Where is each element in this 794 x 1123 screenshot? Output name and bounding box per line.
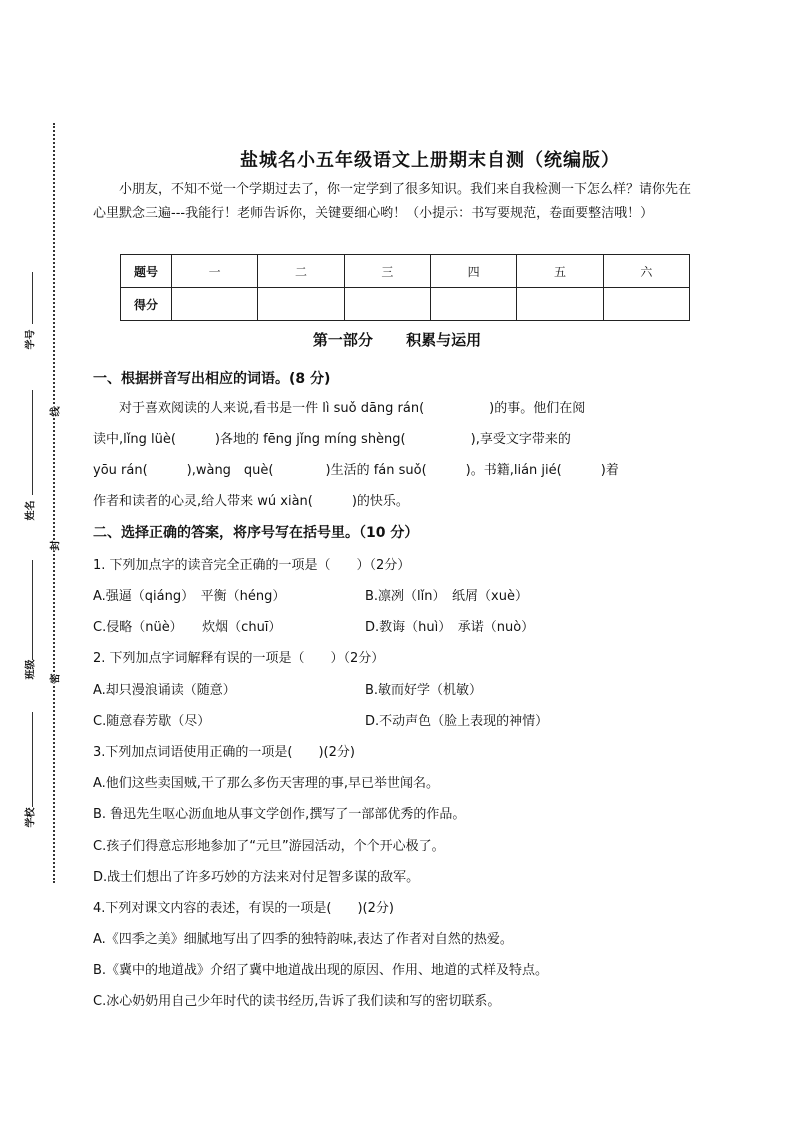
page-title: 盐城名小五年级语文上册期末自测（统编版） — [240, 150, 620, 171]
q4-option-c: C.冰心奶奶用自己少年时代的读书经历,告诉了我们读和写的密切联系。 — [93, 994, 501, 1009]
q2-option-b: B.敏而好学（机敏） — [365, 683, 483, 698]
score-row-label-score: 得分 — [121, 288, 172, 321]
section1-line: 作者和读者的心灵,给人带来 wú xiàn( )的快乐。 — [93, 494, 409, 509]
section1-line: 对于喜欢阅读的人来说,看书是一件 lì suǒ dāng rán( )的事。他们在阅 — [93, 401, 586, 416]
score-cell-2[interactable] — [258, 288, 344, 321]
binding-blank-school[interactable] — [32, 712, 33, 807]
q1-option-d: D.教诲（huì） 承诺（nuò） — [365, 620, 535, 635]
section1-line: yōu rán( ),wàng què( )生活的 fán suǒ( )。书籍,lián jié( )着 — [93, 463, 619, 478]
q3-stem: 3.下列加点词语使用正确的一项是( )(2分) — [93, 745, 355, 760]
binding-label-name: 姓名 — [25, 500, 37, 521]
q1-options-row2 — [93, 616, 703, 635]
part-heading — [0, 329, 794, 350]
part-title: 第一部分 — [312, 331, 373, 349]
binding-char-line: 线 — [47, 407, 62, 417]
binding-blank-class[interactable] — [32, 560, 33, 660]
score-cell-4[interactable] — [430, 288, 516, 321]
part-subtitle: 积累与运用 — [406, 331, 482, 349]
binding-dotted-line — [53, 123, 55, 883]
section1-heading: 一、根据拼音写出相应的词语。(8 分) — [93, 371, 331, 387]
q3-option-b: B. 鲁迅先生呕心沥血地从事文学创作,撰写了一部部优秀的作品。 — [93, 807, 466, 822]
q2-option-c: C.随意春芳歇（尽） — [93, 714, 211, 729]
score-table-score-row — [121, 288, 690, 321]
section1-line: 读中,lǐng lüè( )各地的 fēng jǐng míng shèng( ),享受文字带来的 — [93, 432, 571, 447]
q4-stem: 4.下列对课文内容的表述，有误的一项是( )(2分) — [93, 901, 394, 916]
q1-option-a: A.强逼（qiáng） 平衡（héng） — [93, 589, 286, 604]
binding-blank-student-id[interactable] — [32, 272, 33, 324]
q2-options-row2 — [93, 710, 703, 729]
section1-paragraph — [93, 393, 703, 517]
q4-option-a: A.《四季之美》细腻地写出了四季的独特韵味,表达了作者对自然的热爱。 — [93, 932, 513, 947]
score-cell-1[interactable] — [172, 288, 258, 321]
q3-option-d: D.战士们想出了许多巧妙的方法来对付足智多谋的敌军。 — [93, 870, 420, 885]
binding-label-student-id: 学号 — [25, 329, 37, 350]
q2-options-row1 — [93, 679, 703, 698]
q3-option-a: A.他们这些卖国贼,干了那么多伤天害理的事,早已举世闻名。 — [93, 776, 440, 791]
q2-stem: 2. 下列加点字词解释有误的一项是（ ）（2分） — [93, 651, 385, 666]
score-cell-3[interactable] — [344, 288, 430, 321]
q1-options-row1 — [93, 585, 703, 604]
score-cell-5[interactable] — [517, 288, 603, 321]
score-table — [120, 254, 690, 321]
q4-option-b: B.《冀中的地道战》介绍了冀中地道战出现的原因、作用、地道的式样及特点。 — [93, 963, 549, 978]
q2-option-d: D.不动声色（脸上表现的神情） — [365, 714, 549, 729]
score-cell-6[interactable] — [603, 288, 689, 321]
q1-stem: 1. 下列加点字的读音完全正确的一项是（ ）（2分） — [93, 558, 411, 573]
score-col-3: 三 — [344, 255, 430, 288]
intro-paragraph: 小朋友，不知不觉一个学期过去了，你一定学到了很多知识。我们来自我检测一下怎么样？请你先在心里默念三遍---我能行！老师告诉你，关键要细心哟！（小提示：书写要规范，卷面要整洁哦！） — [93, 182, 692, 221]
q2-option-a: A.却只漫浪诵读（随意） — [93, 683, 236, 698]
q3-option-c: C.孩子们得意忘形地参加了“元旦”游园活动，个个开心极了。 — [93, 839, 445, 854]
q1-option-b: B.凛冽（lǐn） 纸屑（xuè） — [365, 589, 528, 604]
binding-char-seal: 封 — [47, 541, 62, 551]
score-col-5: 五 — [517, 255, 603, 288]
binding-label-school: 学校 — [25, 807, 37, 828]
score-col-4: 四 — [430, 255, 516, 288]
binding-label-class: 班级 — [25, 659, 37, 680]
score-row-label-question: 题号 — [121, 255, 172, 288]
q1-option-c: C.侵略（nüè） 炊烟（chuī） — [93, 620, 282, 635]
section2-heading: 二、选择正确的答案，将序号写在括号里。（10 分） — [93, 525, 419, 541]
score-col-2: 二 — [258, 255, 344, 288]
score-col-1: 一 — [172, 255, 258, 288]
score-table-header-row — [121, 255, 690, 288]
binding-char-secret: 密 — [47, 674, 62, 684]
binding-blank-name[interactable] — [32, 390, 33, 495]
score-col-6: 六 — [603, 255, 689, 288]
